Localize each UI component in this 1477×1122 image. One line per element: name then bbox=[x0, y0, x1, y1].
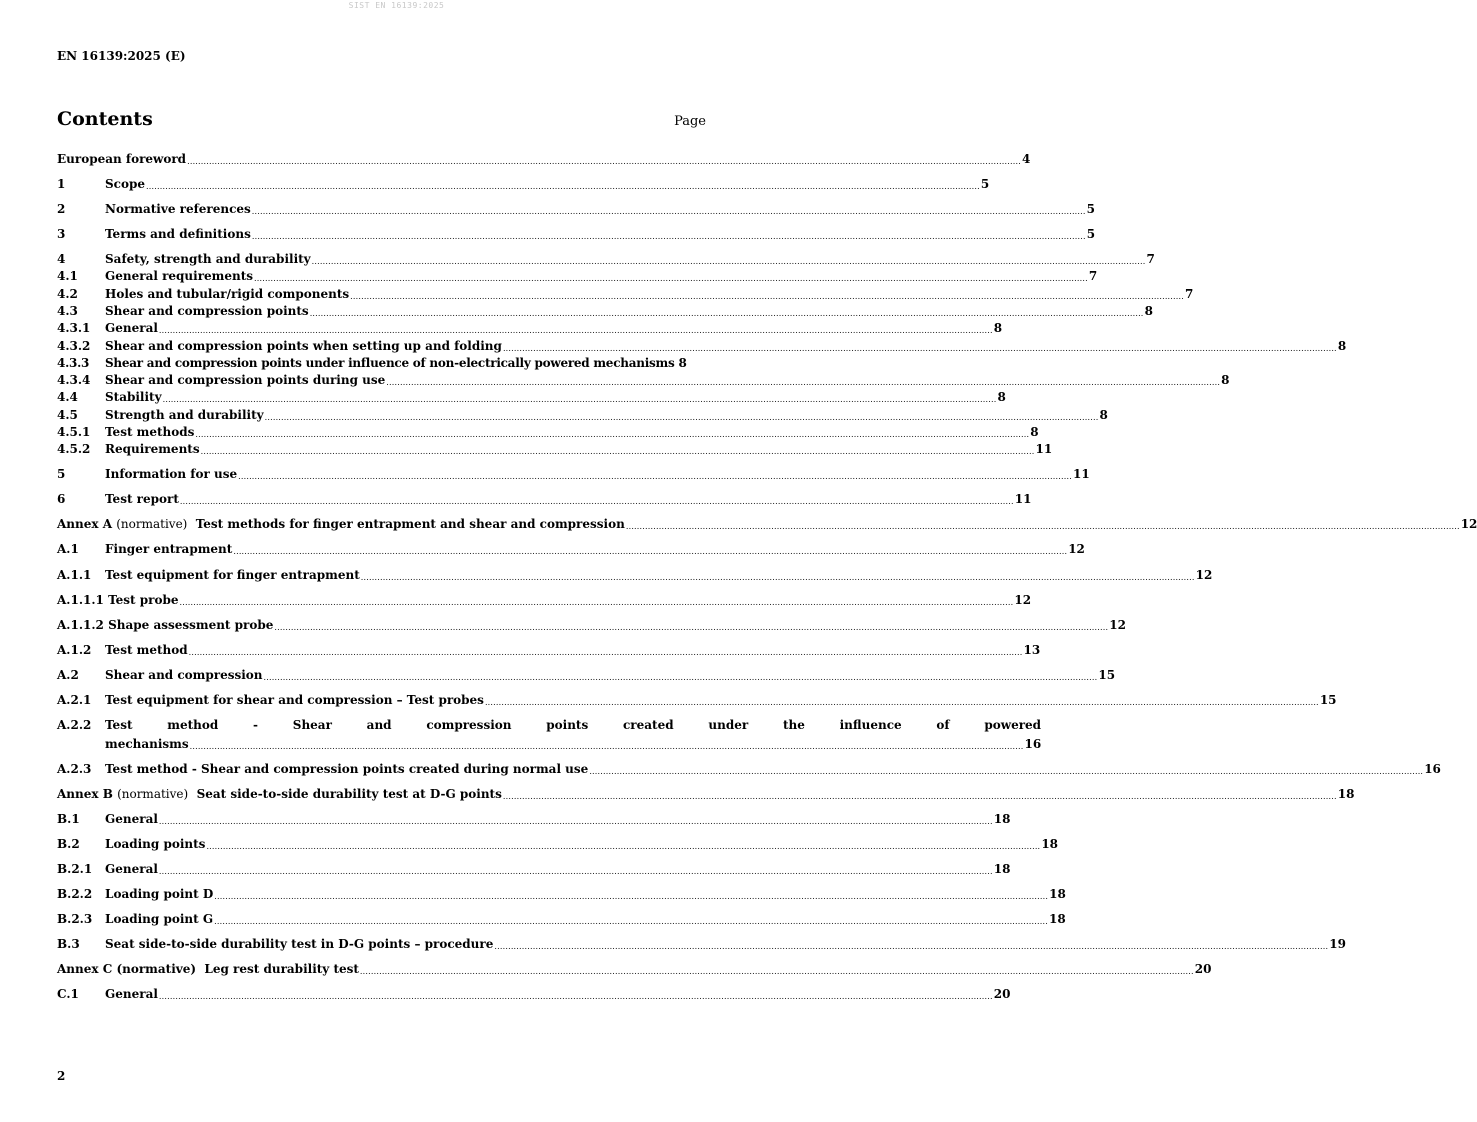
toc-title: Information for use bbox=[105, 467, 238, 481]
toc-title-line-1 bbox=[105, 718, 1041, 733]
toc-entry[interactable] bbox=[57, 668, 1116, 683]
toc-entry-annex[interactable] bbox=[57, 787, 1355, 802]
toc-title: Test method - Shear and compression points created during normal use bbox=[105, 762, 589, 776]
toc-page: 8 bbox=[993, 321, 1003, 335]
toc-title: Test method bbox=[105, 643, 188, 657]
toc-entry[interactable] bbox=[57, 442, 1053, 457]
toc-number: 4.5 bbox=[57, 408, 78, 422]
toc-page: 7 bbox=[1185, 287, 1194, 301]
toc-page: 8 bbox=[678, 356, 687, 370]
toc-page: 16 bbox=[1424, 762, 1441, 776]
toc-entry[interactable] bbox=[57, 837, 1059, 852]
toc-title: Loading points bbox=[105, 837, 206, 851]
toc-title: Shear and compression points during use bbox=[105, 373, 386, 387]
toc-page: 15 bbox=[1319, 693, 1337, 707]
toc-page: 12 bbox=[1014, 593, 1032, 607]
toc-number: 4 bbox=[57, 252, 66, 266]
toc-entry[interactable] bbox=[57, 287, 1194, 302]
toc-entry[interactable] bbox=[57, 492, 1032, 507]
toc-title: Loading point D bbox=[105, 887, 214, 901]
toc-page: 11 bbox=[1072, 467, 1090, 481]
toc-number: 4.4 bbox=[57, 390, 78, 404]
toc-number: B.2 bbox=[57, 837, 80, 851]
watermark: SIST EN 16139:2025 bbox=[348, 1, 445, 10]
toc-word: of bbox=[936, 718, 950, 732]
page-column-label: Page bbox=[674, 114, 706, 129]
toc-number: 4.3.3 bbox=[57, 356, 90, 370]
toc-word: influence bbox=[839, 718, 902, 732]
toc-entry[interactable] bbox=[57, 356, 706, 371]
toc-entry[interactable] bbox=[57, 693, 1337, 708]
toc-entry[interactable] bbox=[57, 812, 1011, 827]
toc-entry[interactable] bbox=[57, 912, 1066, 927]
toc-title: Annex C (normative) Leg rest durability test bbox=[57, 962, 359, 976]
toc-word: and bbox=[366, 718, 392, 732]
toc-page: 8 bbox=[1221, 373, 1230, 387]
toc-page: 18 bbox=[1337, 787, 1355, 801]
toc-page: 13 bbox=[1023, 643, 1041, 657]
toc-page: 5 bbox=[1086, 202, 1096, 216]
toc-title: Safety, strength and durability bbox=[105, 252, 311, 266]
toc-page: 20 bbox=[1194, 962, 1212, 976]
toc-page: 8 bbox=[1337, 339, 1347, 353]
toc-number: A.2.2 bbox=[57, 718, 92, 732]
toc-title: Holes and tubular/rigid components bbox=[105, 287, 350, 301]
toc-entry[interactable] bbox=[57, 202, 1096, 217]
toc-title: Terms and definitions bbox=[105, 227, 251, 241]
toc-word: created bbox=[623, 718, 674, 732]
toc-page: 8 bbox=[997, 390, 1006, 404]
toc-number: B.2.1 bbox=[57, 862, 93, 876]
toc-annex-qualifier: (normative) bbox=[116, 517, 188, 531]
toc-title: Shear and compression points under influence of non-electrically powered mechanisms bbox=[105, 356, 675, 370]
toc-number: 4.3.2 bbox=[57, 339, 91, 353]
toc-page: 12 bbox=[1195, 568, 1213, 582]
toc-title: Scope bbox=[105, 177, 146, 191]
toc-entry[interactable] bbox=[57, 618, 1126, 633]
toc-page: 8 bbox=[1099, 408, 1108, 422]
toc-page: 18 bbox=[1049, 887, 1066, 901]
toc-number: B.1 bbox=[57, 812, 80, 826]
toc-entry[interactable] bbox=[57, 390, 1006, 405]
toc-page: 5 bbox=[980, 177, 990, 191]
toc-title: A.1.1.2 Shape assessment probe bbox=[57, 618, 274, 632]
toc-page: 12 bbox=[1068, 542, 1085, 556]
toc-word: under bbox=[708, 718, 749, 732]
toc-title: General bbox=[105, 987, 158, 1001]
toc-entry[interactable] bbox=[57, 542, 1085, 557]
toc-title: Test equipment for shear and compression – Test probes bbox=[105, 693, 484, 707]
toc-number: 4.3.4 bbox=[57, 373, 91, 387]
toc-title: Finger entrapment bbox=[105, 542, 233, 556]
toc-page: 8 bbox=[1030, 425, 1039, 439]
toc-entry[interactable] bbox=[57, 425, 1039, 440]
toc-word: Test bbox=[105, 718, 133, 732]
toc-title: Seat side-to-side durability test at D-G points bbox=[196, 787, 502, 801]
toc-title: Strength and durability bbox=[105, 408, 264, 422]
toc-title: Requirements bbox=[105, 442, 200, 456]
toc-annex-label: Annex B bbox=[57, 787, 113, 801]
toc-entry[interactable] bbox=[57, 252, 1155, 267]
toc-number: B.2.2 bbox=[57, 887, 93, 901]
page-number: 2 bbox=[57, 1069, 66, 1083]
toc-entry[interactable] bbox=[57, 304, 1153, 319]
toc-page: 8 bbox=[1144, 304, 1153, 318]
toc-title: General bbox=[105, 812, 158, 826]
toc-title: Test report bbox=[105, 492, 179, 506]
toc-page: 11 bbox=[1035, 442, 1053, 456]
toc-page: 16 bbox=[1024, 737, 1042, 751]
toc-word: Shear bbox=[292, 718, 332, 732]
toc-entry[interactable] bbox=[57, 373, 1230, 388]
toc-page: 4 bbox=[1021, 152, 1031, 166]
toc-word: points bbox=[546, 718, 589, 732]
toc-number: 4.5.2 bbox=[57, 442, 91, 456]
toc-page: 12 bbox=[1460, 517, 1477, 531]
toc-title: Stability bbox=[105, 390, 162, 404]
toc-number: 4.3.1 bbox=[57, 321, 91, 335]
toc-number: A.1.1 bbox=[57, 568, 92, 582]
toc-number: A.1 bbox=[57, 542, 79, 556]
toc-entry[interactable] bbox=[57, 152, 1031, 167]
toc-entry[interactable] bbox=[57, 937, 1346, 952]
toc-page: 18 bbox=[1048, 912, 1066, 926]
toc-word: the bbox=[782, 718, 805, 732]
toc-page: 20 bbox=[993, 987, 1011, 1001]
toc-title: European foreword bbox=[57, 152, 187, 166]
toc-title: Test equipment for finger entrapment bbox=[105, 568, 360, 582]
toc-entry[interactable] bbox=[57, 269, 1098, 284]
toc-number: 6 bbox=[57, 492, 66, 506]
toc-title: Shear and compression bbox=[105, 668, 263, 682]
toc-page: 12 bbox=[1109, 618, 1126, 632]
toc-word: powered bbox=[984, 718, 1042, 732]
toc-number: 1 bbox=[57, 177, 66, 191]
toc-entry[interactable] bbox=[57, 643, 1041, 658]
toc-title: A.1.1.1 Test probe bbox=[57, 593, 179, 607]
toc-number: 3 bbox=[57, 227, 66, 241]
toc-entry[interactable] bbox=[57, 408, 1108, 423]
toc-entry[interactable] bbox=[57, 227, 1096, 242]
toc-page: 7 bbox=[1146, 252, 1155, 266]
toc-title: Seat side-to-side durability test in D-G points – procedure bbox=[105, 937, 494, 951]
contents-heading: Contents bbox=[57, 108, 153, 130]
toc-number: 4.3 bbox=[57, 304, 78, 318]
toc-entry-annex[interactable] bbox=[57, 962, 1212, 977]
toc-word: - bbox=[253, 718, 259, 732]
toc-page: 18 bbox=[993, 812, 1011, 826]
toc-number: A.1.2 bbox=[57, 643, 92, 657]
toc-title: Shear and compression points bbox=[105, 304, 309, 318]
toc-number: A.2.1 bbox=[57, 693, 92, 707]
toc-page: 7 bbox=[1088, 269, 1098, 283]
toc-page: 5 bbox=[1086, 227, 1096, 241]
toc-entry[interactable] bbox=[57, 321, 1003, 336]
toc-number: A.2.3 bbox=[57, 762, 92, 776]
toc-page: 11 bbox=[1014, 492, 1032, 506]
toc-entry[interactable] bbox=[57, 762, 1441, 777]
toc-title: General bbox=[105, 321, 158, 335]
toc-number: B.3 bbox=[57, 937, 80, 951]
toc-entry[interactable] bbox=[57, 718, 1042, 752]
toc-number: C.1 bbox=[57, 987, 79, 1001]
toc-number: B.2.3 bbox=[57, 912, 93, 926]
toc-title: Shear and compression points when setting up and folding bbox=[105, 339, 502, 353]
toc-page: 18 bbox=[1041, 837, 1059, 851]
toc-title: Normative references bbox=[105, 202, 251, 216]
toc-entry[interactable] bbox=[57, 467, 1090, 482]
toc-entry[interactable] bbox=[57, 177, 990, 192]
toc-number: A.2 bbox=[57, 668, 79, 682]
document-id: EN 16139:2025 (E) bbox=[57, 49, 186, 63]
toc-title: Test methods for finger entrapment and shear and compression bbox=[195, 517, 625, 531]
toc-entry[interactable] bbox=[57, 568, 1213, 583]
toc-entry[interactable] bbox=[57, 987, 1011, 1002]
toc-title: Loading point G bbox=[105, 912, 214, 926]
toc-number: 5 bbox=[57, 467, 66, 481]
toc-number: 4.1 bbox=[57, 269, 78, 283]
toc-number: 4.5.1 bbox=[57, 425, 91, 439]
toc-page: 18 bbox=[993, 862, 1011, 876]
toc-annex-label: Annex A bbox=[57, 517, 113, 531]
toc-title: Test methods bbox=[105, 425, 195, 439]
toc-entry[interactable] bbox=[57, 339, 1347, 354]
toc-page: 15 bbox=[1098, 668, 1116, 682]
toc-entry-annex[interactable] bbox=[57, 517, 1477, 532]
toc-word: method bbox=[167, 718, 219, 732]
toc-page: 19 bbox=[1329, 937, 1346, 951]
toc-title-line-2: mechanisms bbox=[105, 737, 189, 751]
toc-title: General requirements bbox=[105, 269, 254, 283]
toc-number: 2 bbox=[57, 202, 66, 216]
toc-entry[interactable] bbox=[57, 887, 1066, 902]
toc-number: 4.2 bbox=[57, 287, 78, 301]
toc-entry[interactable] bbox=[57, 862, 1011, 877]
toc-annex-qualifier: (normative) bbox=[117, 787, 189, 801]
toc-word: compression bbox=[426, 718, 512, 732]
toc-title: General bbox=[105, 862, 158, 876]
toc-entry[interactable] bbox=[57, 593, 1032, 608]
